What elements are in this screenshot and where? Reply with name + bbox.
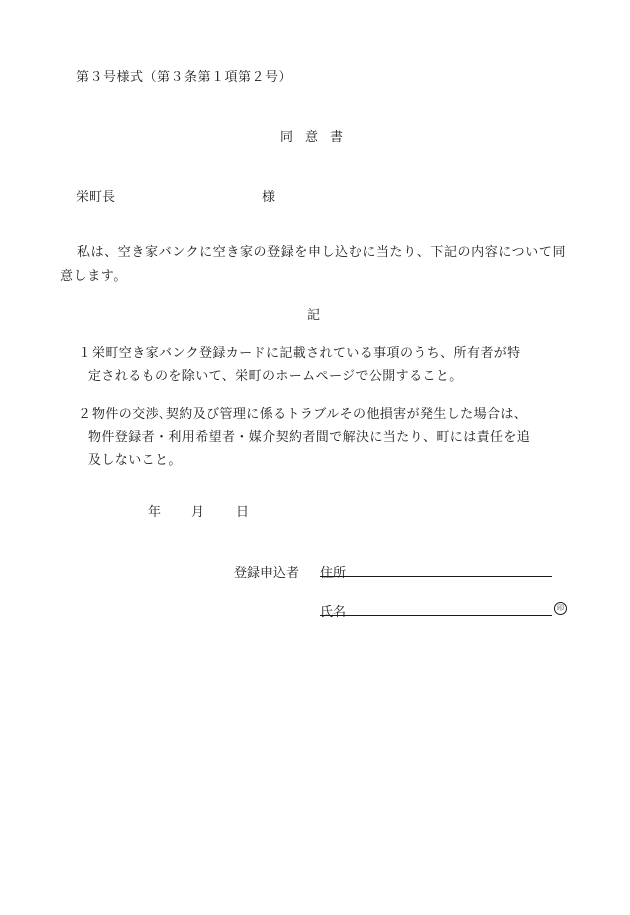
form-number: 第３号様式（第３条第１項第２号） — [76, 70, 293, 85]
applicant-label: 登録申込者 — [234, 566, 300, 581]
clause-line: 栄町空き家バンク登録カードに記載されている事項のうち、所有者が特 — [92, 346, 521, 361]
name-label: 氏名 — [320, 605, 347, 620]
clause-line: 物件の交渉､契約及び管理に係るトラブルその他損害が発生した場合は、 — [92, 407, 528, 422]
addressee-name: 栄町長 — [76, 190, 116, 205]
address-label: 住所 — [320, 566, 347, 581]
addressee-honorific: 様 — [262, 190, 276, 205]
clause-item — [78, 342, 573, 388]
ki-heading: 記 — [307, 308, 321, 323]
name-field[interactable] — [320, 615, 552, 616]
intro-paragraph: 私は、空き家バンクに空き家の登録を申し込むに当たり、下記の内容について同意します。 — [60, 245, 567, 284]
date-month-label: 月 — [191, 505, 205, 520]
seal-icon: 印 — [554, 602, 567, 615]
clause-number: ２ — [78, 407, 92, 422]
clause-item — [78, 403, 573, 472]
address-field[interactable] — [320, 576, 552, 577]
clause-line: 物件登録者・利用希望者・媒介契約者間で解決に当たり、町には責任を追 — [88, 430, 531, 445]
document-title: 同意書 — [280, 130, 356, 145]
clause-number: １ — [78, 346, 92, 361]
date-day-label: 日 — [236, 505, 250, 520]
date-year-label: 年 — [148, 505, 162, 520]
clause-line: 及しないこと。 — [88, 453, 182, 468]
clause-line: 定されるものを除いて、栄町のホームページで公開すること。 — [88, 369, 463, 384]
